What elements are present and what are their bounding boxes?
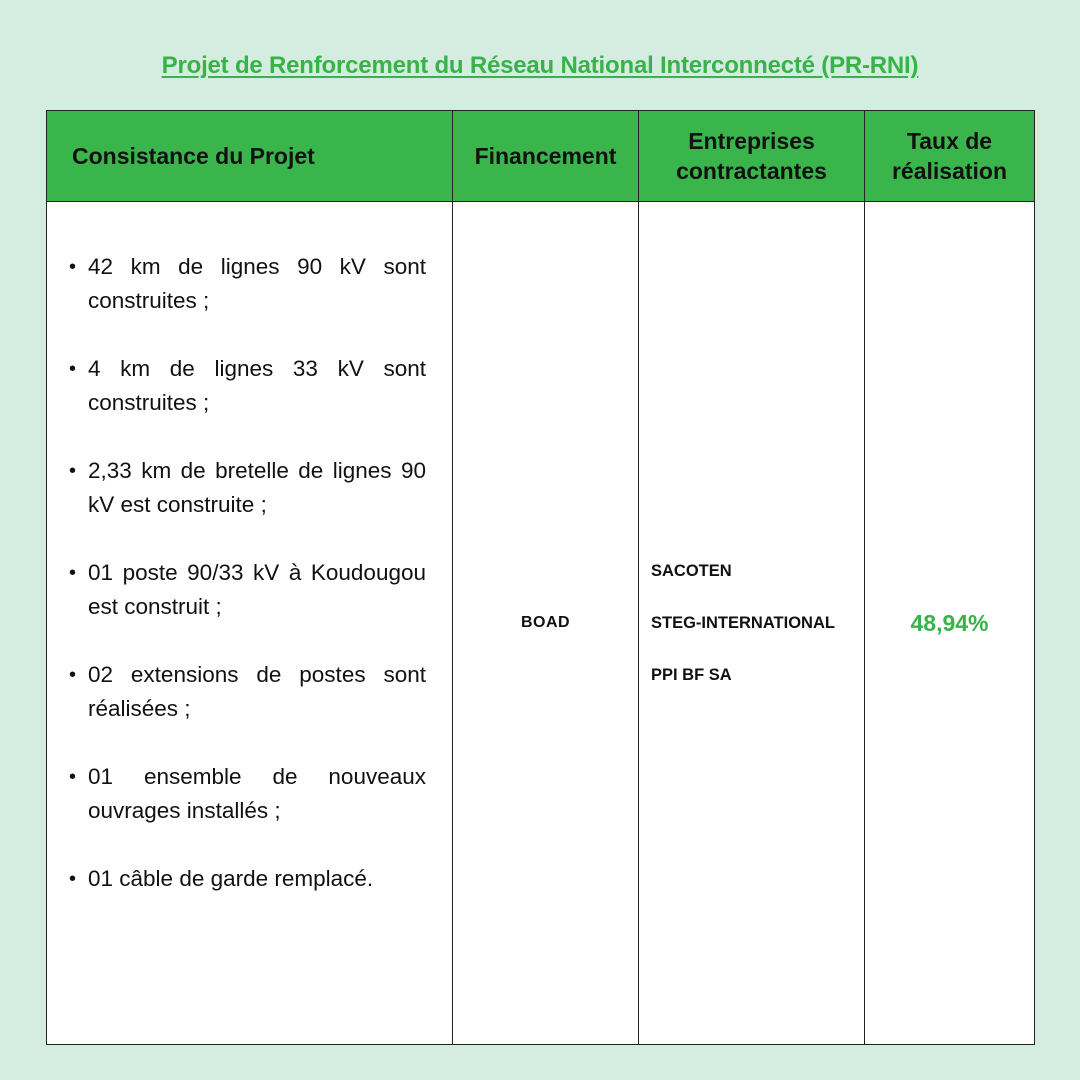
bullet-icon: • xyxy=(69,358,77,380)
header-entreprises: Entreprises contractantes xyxy=(639,111,865,202)
list-item xyxy=(69,556,426,624)
list-item xyxy=(69,454,426,522)
header-financement: Financement xyxy=(453,111,639,202)
list-item xyxy=(69,862,426,896)
list-item xyxy=(69,352,426,420)
contractor-name: STEG-INTERNATIONAL xyxy=(651,614,835,632)
list-item xyxy=(69,250,426,318)
table-row xyxy=(47,202,1035,1045)
list-item-text: 01 câble de garde remplacé. xyxy=(88,866,374,891)
contractors-list xyxy=(639,561,864,685)
header-consistance: Consistance du Projet xyxy=(47,111,453,202)
consistance-cell xyxy=(47,202,453,1045)
bullet-icon: • xyxy=(69,868,77,890)
contractor-name: PPI BF SA xyxy=(651,666,732,684)
page-title: Projet de Renforcement du Réseau National Interconnecté (PR-RNI) xyxy=(161,52,919,79)
list-item-text: 01 ensemble de nouveaux ouvrages installés ; xyxy=(88,764,426,823)
bullet-icon: • xyxy=(69,256,77,278)
list-item-text: 42 km de lignes 90 kV sont construites ; xyxy=(88,254,426,313)
project-table xyxy=(46,110,1035,1045)
bullet-icon: • xyxy=(69,562,77,584)
list-item-text: 01 poste 90/33 kV à Koudougou est construit ; xyxy=(88,560,426,619)
table-header-row xyxy=(47,111,1035,202)
bullet-icon: • xyxy=(69,460,77,482)
list-item xyxy=(69,760,426,828)
list-item-text: 02 extensions de postes sont réalisées ; xyxy=(88,662,426,721)
bullet-icon: • xyxy=(69,664,77,686)
header-taux: Taux de réalisation xyxy=(865,111,1035,202)
list-item xyxy=(69,658,426,726)
taux-value: 48,94% xyxy=(865,202,1035,1045)
list-item-text: 2,33 km de bretelle de lignes 90 kV est construite ; xyxy=(88,458,426,517)
contractor-name: SACOTEN xyxy=(651,562,732,580)
bullet-icon: • xyxy=(69,766,77,788)
consistance-list xyxy=(47,202,452,896)
list-item-text: 4 km de lignes 33 kV sont construites ; xyxy=(88,356,426,415)
financement-cell: BOAD xyxy=(453,202,639,1045)
entreprises-cell xyxy=(639,202,865,1045)
